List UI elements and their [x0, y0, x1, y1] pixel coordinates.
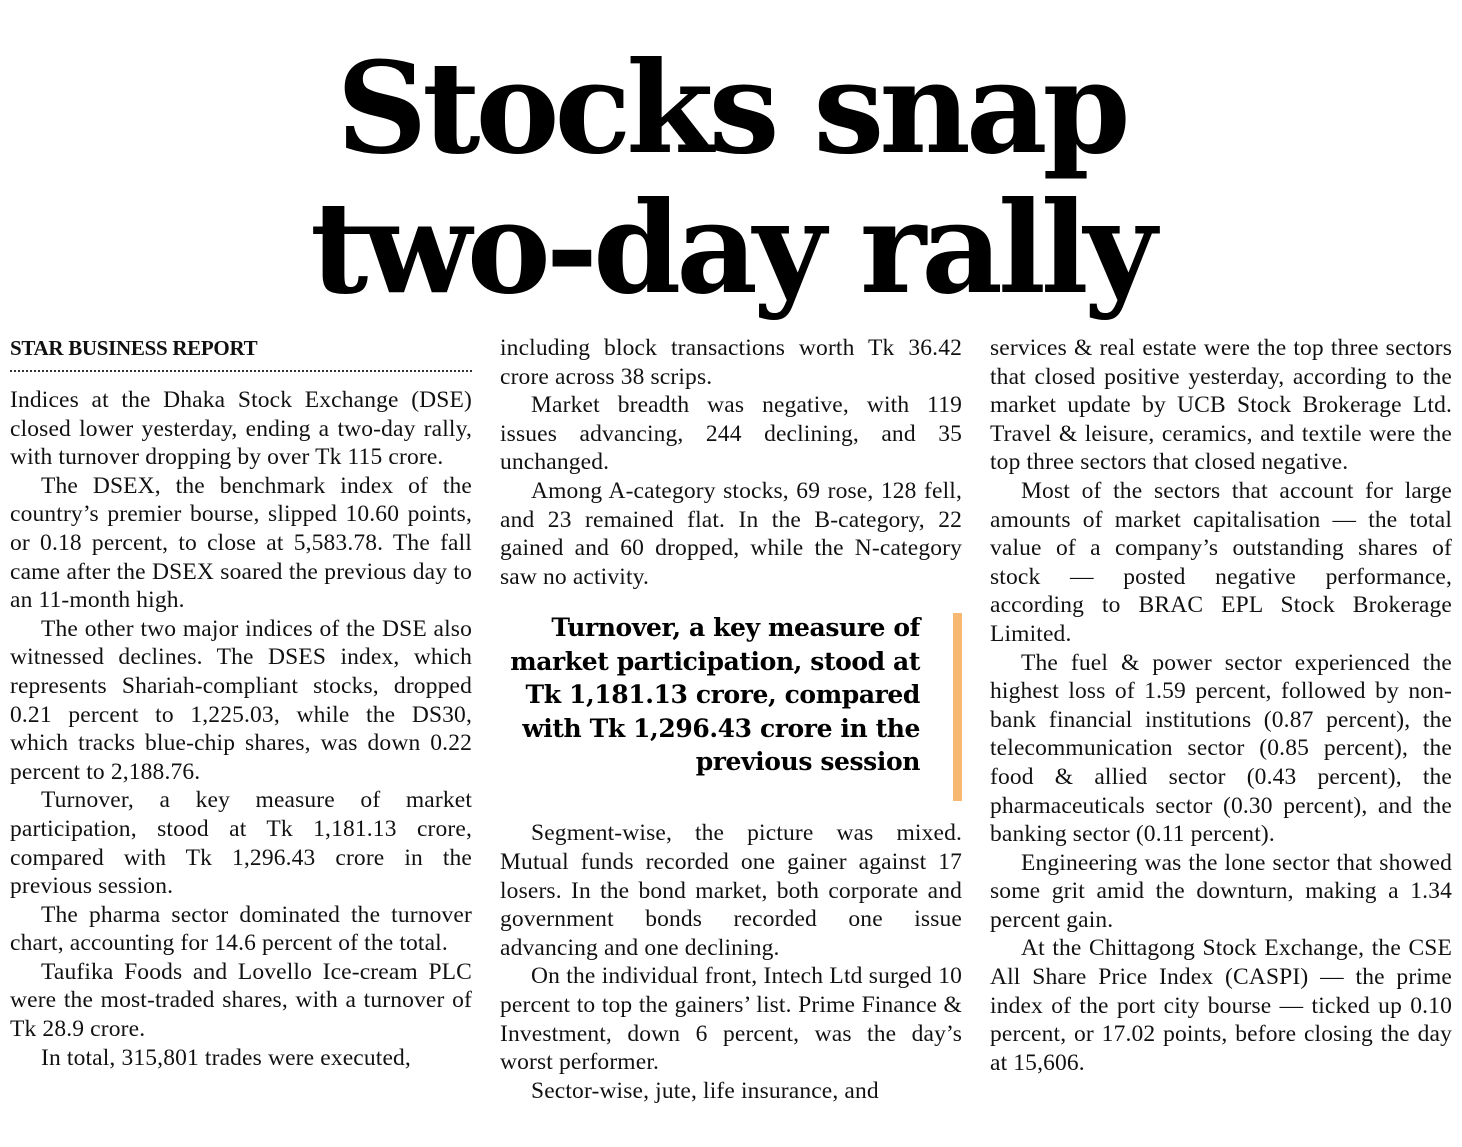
paragraph: Engineering was the lone sector that showed some grit amid the downturn, making a 1.34 percent gain.	[990, 849, 1452, 933]
paragraph: including block transactions worth Tk 36.42 crore across 38 scrips.	[500, 335, 962, 390]
paragraph: Taufika Foods and Lovello Ice-cream PLC were the most-traded shares, with a turnover of Tk 28.9 crore.	[10, 958, 472, 1043]
paragraph: The DSEX, the benchmark index of the country’s premier bourse, slipped 10.60 points, or 0.18 percent, to close at 5,583.78. The fall came after the DSEX soared the previous day to an 11-month high.	[10, 472, 472, 614]
paragraph: The fuel & power sector experienced the highest loss of 1.59 percent, followed by non-bank financial institutions (0.87 percent), the telecommunication sector (0.85 percent), the food & allied sector (0.43 percent), the pharmaceuticals sector (0.30 percent), and the banking sector (0.11 percent).	[990, 649, 1452, 848]
paragraph: Market breadth was negative, with 119 issues advancing, 244 declining, and 35 unchanged.	[500, 392, 962, 476]
byline-divider	[10, 370, 472, 372]
paragraph: Turnover, a key measure of market participation, stood at Tk 1,181.13 crore, compared with Tk 1,296.43 crore in the previous session.	[10, 787, 472, 900]
paragraph: The pharma sector dominated the turnover chart, accounting for 14.6 percent of the total.	[10, 901, 472, 957]
article-column-2	[500, 334, 962, 1105]
paragraph: The other two major indices of the DSE also witnessed declines. The DSES index, which represents Shariah-compliant stocks, dropped 0.21 percent to 1,225.03, while the DS30, which tracks blue-chip shares, was down 0.22 percent to 2,188.76.	[10, 615, 472, 785]
headline	[0, 34, 1462, 322]
paragraph: Most of the sectors that account for large amounts of market capitalisation — the total value of a company’s outstanding shares of stock — posted negative performance, according to BRAC EPL Stock Brokerage Limited.	[990, 477, 1452, 647]
pull-quote-text: Turnover, a key measure of market participation, stood at Tk 1,181.13 crore, compared with Tk 1,296.43 crore in the previous session	[510, 613, 920, 777]
byline: STAR BUSINESS REPORT	[10, 336, 258, 360]
headline-line-2: two-day rally	[310, 174, 1152, 322]
paragraph: Segment-wise, the picture was mixed. Mutual funds recorded one gainer against 17 losers. In the bond market, both corporate and government bonds recorded one issue advancing and one declining.	[500, 820, 962, 961]
paragraph: On the individual front, Intech Ltd surged 10 percent to top the gainers’ list. Prime Finance & Investment, down 6 percent, was the day’s worst performer.	[500, 963, 962, 1076]
pull-quote	[500, 611, 962, 803]
paragraph: services & real estate were the top three sectors that closed positive yesterday, according to the market update by UCB Stock Brokerage Ltd. Travel & leisure, ceramics, and textile were the top three sectors that closed negative.	[990, 335, 1452, 476]
paragraph: In total, 315,801 trades were executed,	[41, 1044, 411, 1071]
paragraph: Sector-wise, jute, life insurance, and	[531, 1077, 879, 1104]
pull-quote-bar	[953, 613, 962, 801]
paragraph: Among A-category stocks, 69 rose, 128 fell, and 23 remained flat. In the B-category, 22 gained and 60 dropped, while the N-category saw no activity.	[500, 477, 962, 590]
headline-line-1: Stocks snap	[336, 34, 1126, 182]
article-column-1	[10, 334, 472, 1072]
paragraph: Indices at the Dhaka Stock Exchange (DSE) closed lower yesterday, ending a two-day rally, with turnover dropping by over Tk 115 crore.	[10, 387, 472, 471]
paragraph: At the Chittagong Stock Exchange, the CSE All Share Price Index (CASPI) — the prime index of the port city bourse — ticked up 0.10 percent, or 17.02 points, before closing the day at 15,606.	[990, 935, 1452, 1076]
article-column-3	[990, 334, 1452, 1077]
